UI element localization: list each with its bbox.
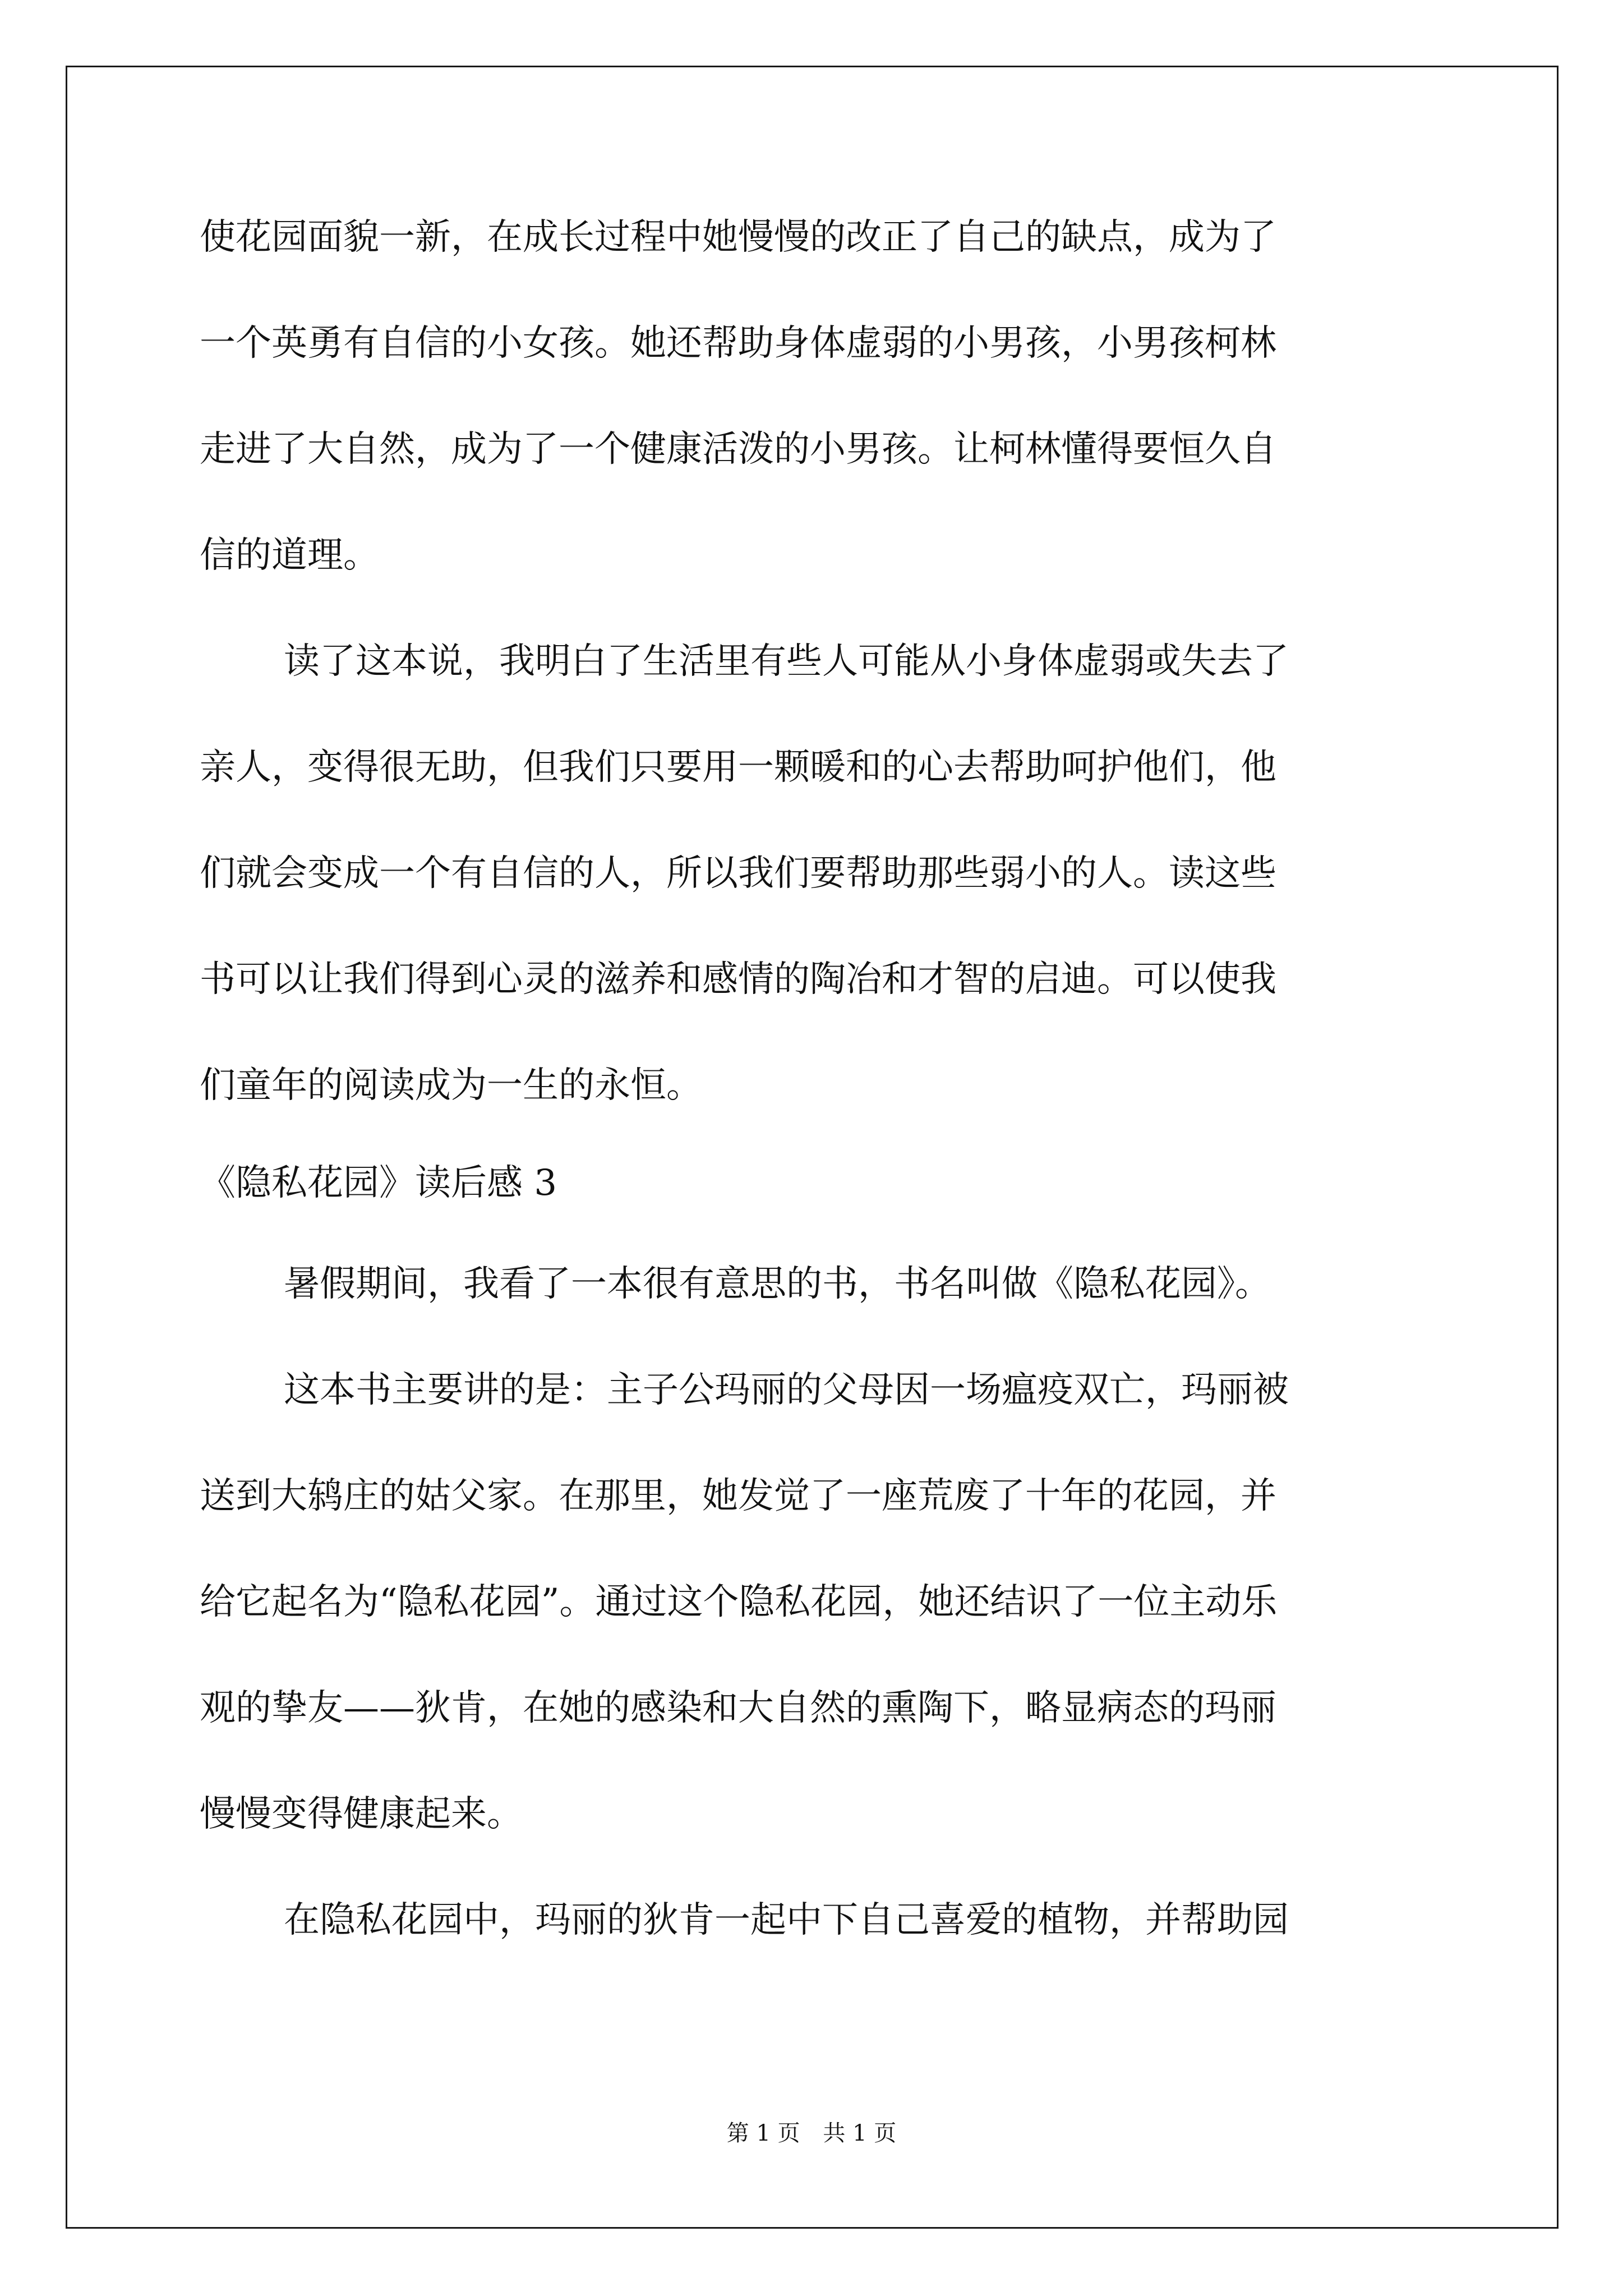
text-line-2: 一个英勇有自信的小女孩。她还帮助身体虚弱的小男孩，小男孩柯林 [200, 323, 1276, 364]
text-line-5: 读了这本说，我明白了生活里有些人可能从小身体虚弱或失去了 [284, 641, 1289, 682]
page-footer [0, 2119, 1623, 2147]
text-line-9: 们童年的阅读成为一生的永恒。 [200, 1065, 702, 1106]
text-line-8: 书可以让我们得到心灵的滋养和感情的陶冶和才智的启迪。可以使我 [200, 959, 1276, 1000]
text-line-14: 给它起名为“隐私花园”。通过这个隐私花园，她还结识了一位主动乐 [200, 1581, 1278, 1623]
text-line-13: 送到大鸫庄的姑父家。在那里，她发觉了一座荒废了十年的花园，并 [200, 1475, 1276, 1517]
page-total: 共 1 页 [823, 2120, 897, 2146]
text-line-7: 们就会变成一个有自信的人，所以我们要帮助那些弱小的人。读这些 [200, 853, 1276, 894]
text-line-12: 这本书主要讲的是：主子公玛丽的父母因一场瘟疫双亡，玛丽被 [284, 1369, 1289, 1411]
page-number: 第 1 页 [726, 2120, 800, 2146]
text-line-1: 使花园面貌一新，在成长过程中她慢慢的改正了自己的缺点，成为了 [200, 217, 1276, 258]
text-line-4: 信的道理。 [200, 535, 379, 576]
section-heading: 《隐私花园》读后感 3 [200, 1162, 557, 1204]
text-line-11: 暑假期间，我看了一本很有意思的书，书名叫做《隐私花园》。 [284, 1263, 1271, 1305]
text-line-17: 在隐私花园中，玛丽的狄肯一起中下自己喜爱的植物，并帮助园 [284, 1899, 1289, 1941]
text-line-16: 慢慢变得健康起来。 [200, 1793, 523, 1835]
text-line-15: 观的挚友——狄肯，在她的感染和大自然的熏陶下，略显病态的玛丽 [200, 1687, 1276, 1729]
text-line-6: 亲人，变得很无助，但我们只要用一颗暖和的心去帮助呵护他们，他 [200, 747, 1276, 788]
text-line-3: 走进了大自然，成为了一个健康活泼的小男孩。让柯林懂得要恒久自 [200, 429, 1276, 470]
